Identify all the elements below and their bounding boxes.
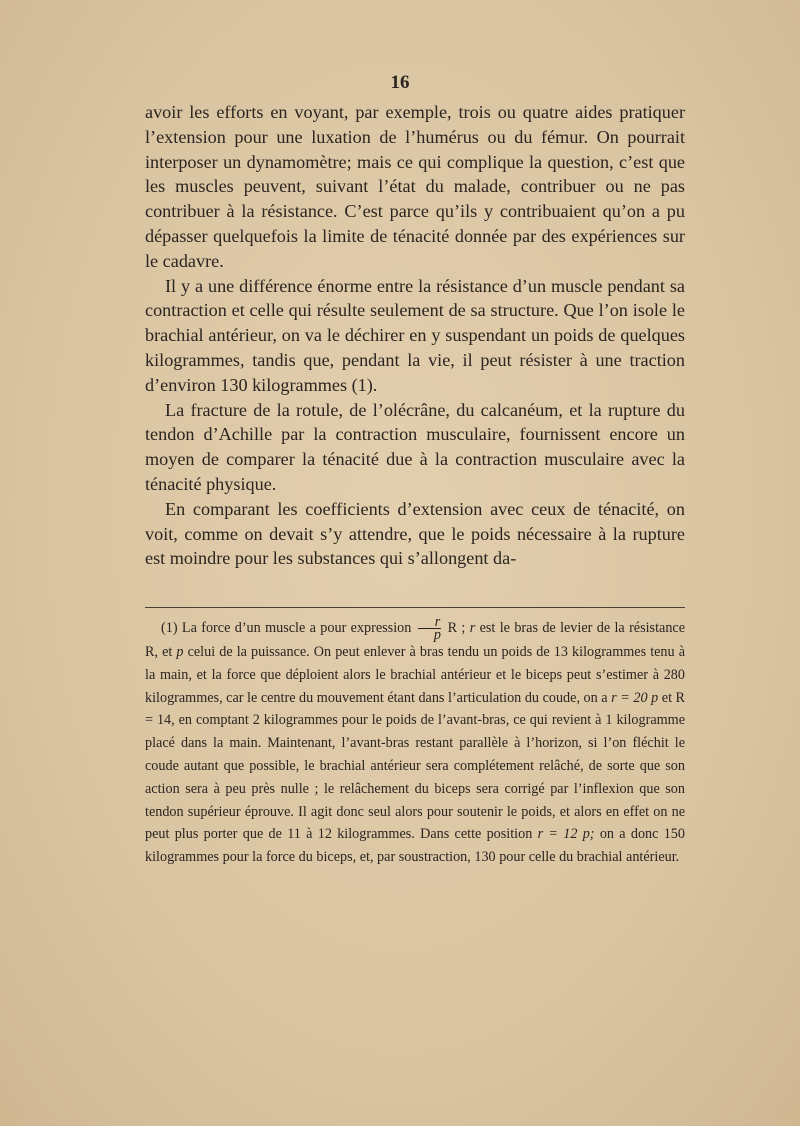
fraction-numerator: r [418,616,442,629]
paragraph-3: La fracture de la rotule, de l’olécrâne, du calcanéum, et la rupture du tendon d’Achille par la contraction musculaire, fournissent encore un moyen de comparer la ténacité due à la contraction musculaire avec la ténacité physique. [145,399,685,494]
footnote-text-b: R ; [447,619,466,636]
footnote-separator [145,607,685,608]
footnote-var-r: r [469,619,476,636]
footnote-paragraph [145,616,685,869]
main-text [145,100,685,571]
footnote-text-d: celui de la puissance. On peut enlever à bras tendu un poids de 13 kilogrammes tenu à la main, et la force que déploient alors le brachial antérieur et le biceps peut s’estimer à 280 kilogrammes, car le centre du mouvement étant dans l’articulation du coude, on a [145,644,685,706]
paragraph-2: Il y a une différence énorme entre la résistance d’un muscle pendant sa contraction et celle qui résulte seulement de sa structure. Que l’on isole le brachial antérieur, on va le déchirer en y suspendant un poids de quelques kilogrammes, tandis que, pendant la vie, il peut résister à une traction d’environ 130 kilogrammes (1). [145,275,685,395]
fraction-denominator: p [433,627,442,643]
footnote [145,616,685,869]
footnote-var-p: p [176,644,184,660]
footnote-text-e: et R = 14, en comptant 2 kilogrammes pour le poids de l’avant-bras, ce qui revient à 1 kilogramme placé dans la main. Maintenant, l’avant-bras restant parallèle à l’horizon, si l’on fléchit le coude autant que possible, le brachial antérieur sera complétement relâché, de sorte que son action sera à peu près nulle ; le relâchement du biceps sera corrigé par l’inflexion que son tendon supérieur éprouve. Il agit donc seul alors pour soutenir le poids, et alors en effet on ne peut plus porter que de 11 à 12 kilogrammes. Dans cette position [145,689,686,843]
paragraph-1: avoir les efforts en voyant, par exemple, trois ou quatre aides pratiquer l’extension pour une luxation de l’humérus ou du fémur. On pourrait interposer un dynamomètre; mais ce qui complique la question, c’est que les muscles peuvent, suivant l’état du malade, contribuer ou ne pas contribuer à la résistance. C’est parce qu’ils y contribuaient qu’on a pu dépasser quelquefois la limite de ténacité donnée par des expériences sur le cadavre. [145,102,685,271]
footnote-text-f: on a donc 150 kilogrammes pour la force du biceps, et, par soustraction, 130 pour celle du brachial antérieur. [145,826,685,866]
footnote-equation-1: r = 20 p [611,689,659,706]
footnote-text-c: est le bras de levier de la résistance R, et [145,619,686,660]
footnote-text-a: La force d’un muscle a pour expression [181,619,412,636]
footnote-marker: (1) [161,619,178,636]
paragraph-4: En comparant les coefficients d’extension avec ceux de ténacité, on voit, comme on devait s’y attendre, que le poids nécessaire à la rupture est moindre pour les substances qui s’allongent da- [145,498,685,569]
footnote-equation-2: r = 12 p; [537,826,595,843]
page-number: 16 [390,72,410,93]
fraction-r-over-p [418,616,442,641]
